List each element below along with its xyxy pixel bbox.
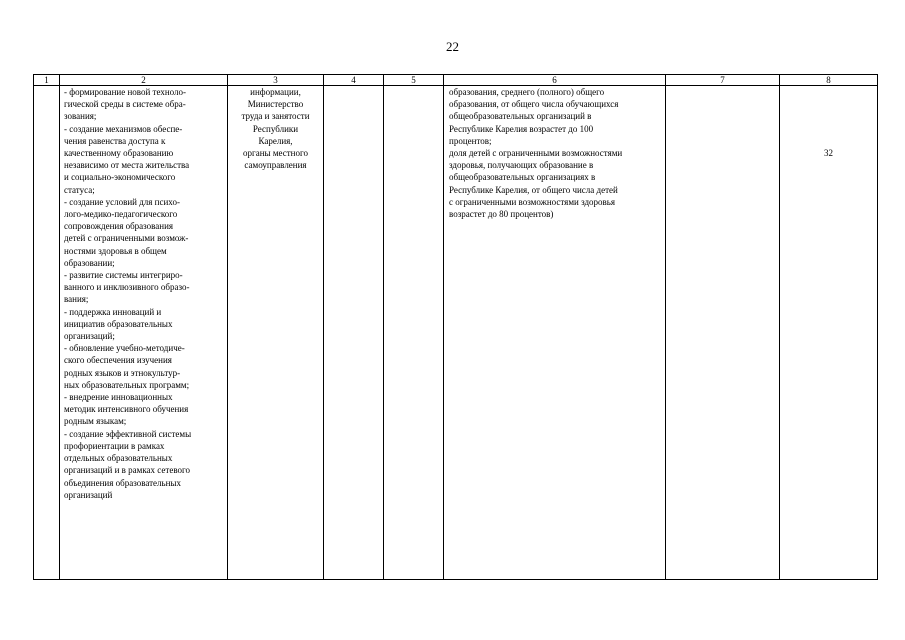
cell-text-line: - поддержка инноваций и: [64, 306, 162, 317]
table-cell-col1: [34, 86, 60, 580]
cell-text-line: детей с ограниченными возмож-: [64, 233, 189, 244]
cell-text-line: здоровья, получающих образование в: [449, 160, 594, 171]
cell-text-line: общеобразовательных организациях в: [449, 172, 596, 183]
cell-text-line: труда и занятости: [241, 111, 310, 122]
page-number: 22: [446, 39, 459, 54]
table-header-row: [34, 75, 878, 86]
cell-text-line: организаций и в рамках сетевого: [64, 465, 190, 476]
cell-text-line: ных образовательных программ;: [64, 379, 190, 390]
cell-text-line: качественному образованию: [64, 148, 174, 159]
column-header: 4: [324, 75, 384, 86]
cell-text-line: ского обеспечения изучения: [64, 355, 172, 366]
cell-text-line: методик интенсивного обучения: [64, 404, 189, 415]
cell-text-line: Республике Карелия возрастет до 100: [449, 123, 594, 134]
table-cell-tasks: [60, 86, 228, 580]
table-cell-col5: [384, 86, 444, 580]
cell-text-line: отдельных образовательных: [64, 453, 173, 464]
cell-text-line: Министерство: [247, 99, 304, 110]
cell-text-line: организаций: [64, 489, 113, 500]
column-header: 2: [60, 75, 228, 86]
table-cell-col8: 32: [780, 86, 878, 580]
column-header: 6: [444, 75, 666, 86]
column-header: 8: [780, 75, 878, 86]
cell-text-line: объединения образовательных: [64, 477, 181, 488]
cell-text-line: - развитие системы интегриро-: [64, 270, 183, 281]
cell-text-line: Республики: [252, 123, 299, 134]
cell-text-line: зования;: [64, 111, 97, 122]
cell-text-line: процентов;: [449, 135, 492, 146]
cell-text-line: доля детей с ограниченными возможностями: [449, 148, 623, 159]
cell-text-line: - обновление учебно-методиче-: [64, 343, 185, 354]
cell-text-line: Республике Карелия, от общего числа детей: [449, 184, 618, 195]
cell-text-line: общеобразовательных организаций в: [449, 111, 592, 122]
cell-text-line: родных языков и этнокультур-: [64, 367, 181, 378]
column-header: 5: [384, 75, 444, 86]
cell-text-line: чения равенства доступа к: [64, 135, 166, 146]
cell-text-line: инициатив образовательных: [64, 318, 173, 329]
cell-text-line: гической среды в системе обра-: [64, 99, 186, 110]
table-cell-results: [444, 86, 666, 580]
cell-text-line: информации,: [250, 87, 301, 97]
cell-text-line: родным языкам;: [64, 416, 127, 427]
program-table: [33, 74, 878, 580]
column-header: 1: [34, 75, 60, 86]
cell-text-line: профориентации в рамках: [64, 440, 165, 451]
cell-text-line: организаций;: [64, 331, 115, 342]
cell-text-line: - формирование новой техноло-: [64, 87, 187, 97]
cell-text-line: с ограниченными возможностями здоровья: [449, 196, 616, 207]
table-cell-executors: [228, 86, 324, 580]
cell-text-line: - внедрение инновационных: [64, 392, 173, 403]
cell-text-line: самоуправления: [244, 160, 307, 171]
cell-text-line: сопровождения образования: [64, 221, 174, 232]
cell-text-line: вания;: [64, 294, 89, 305]
cell-text-line: образования, от общего числа обучающихся: [449, 99, 619, 110]
cell-text-line: органы местного: [243, 148, 308, 159]
cell-text-line: - создание условий для психо-: [64, 196, 180, 207]
table-row: [34, 86, 878, 580]
cell-text-line: и социально-экономического: [64, 172, 176, 183]
column-header: 7: [666, 75, 780, 86]
cell-text-line: ванного и инклюзивного образо-: [64, 282, 190, 293]
cell-text-line: образовании;: [64, 257, 115, 268]
cell-text-line: - создание механизмов обеспе-: [64, 123, 183, 134]
table-cell-col7: [666, 86, 780, 580]
cell-text-line: ностями здоровья в общем: [64, 245, 167, 256]
cell-text-line: Карелия,: [258, 135, 293, 146]
cell-text-line: возрастет до 80 процентов): [449, 209, 554, 220]
table-cell-col4: [324, 86, 384, 580]
cell-text-line: - создание эффективной системы: [64, 428, 192, 439]
cell-text-line: лого-медико-педагогического: [64, 209, 178, 220]
cell-text-line: статуса;: [64, 184, 95, 195]
column-header: 3: [228, 75, 324, 86]
cell-text-line: независимо от места жительства: [64, 160, 190, 171]
cell-text-line: образования, среднего (полного) общего: [449, 87, 605, 97]
